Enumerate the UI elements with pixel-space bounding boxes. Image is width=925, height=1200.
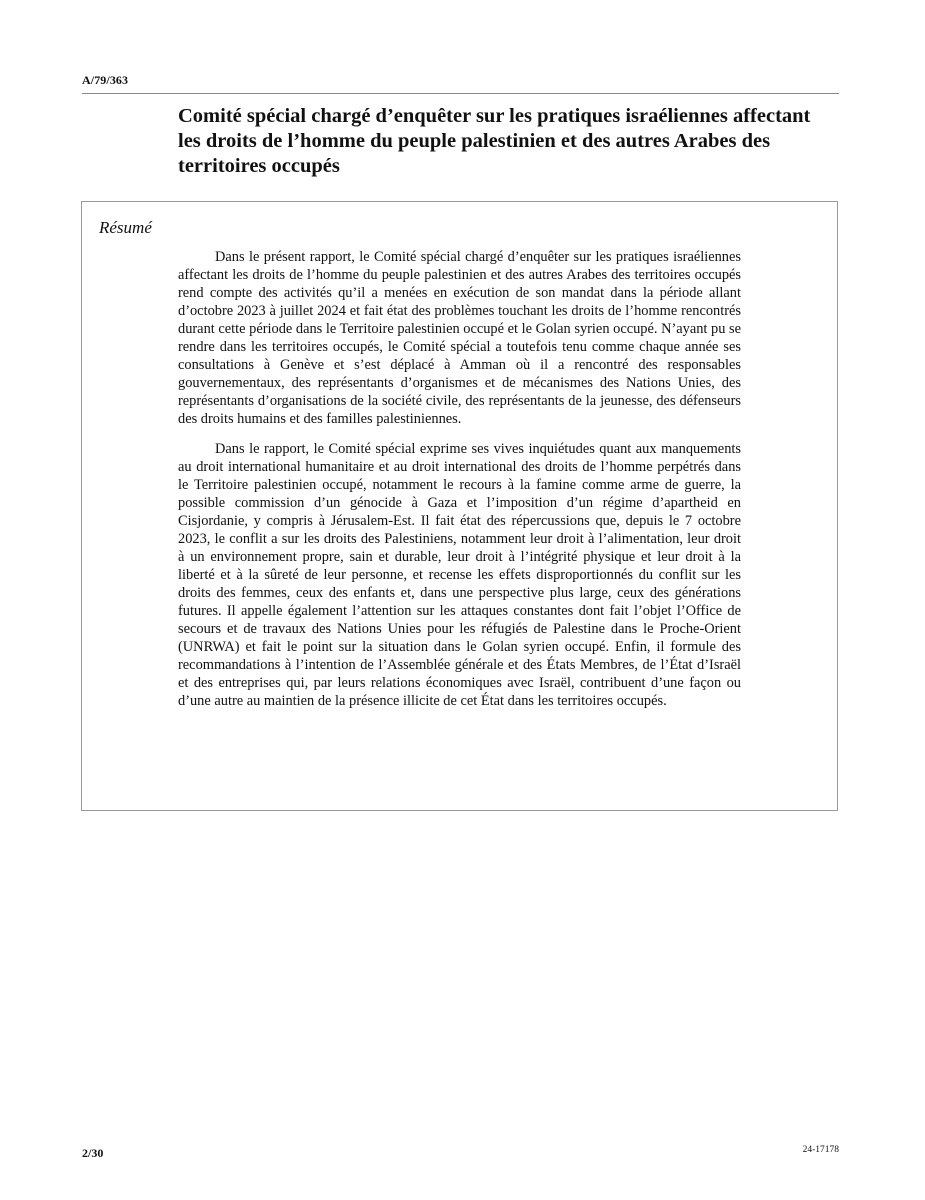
summary-paragraph-2: Dans le rapport, le Comité spécial exprime ses vives inquiétudes quant aux manquements au droit international humanitaire et au droit international des droits de l’homme perpétrés dans le Territoire palestinien occupé, notamment le recours à la famine comme arme de guerre, la possible commission d’un génocide à Gaza et l’imposition d’un régime d’apartheid en Cisjordanie, y compris à Jérusalem-Est. Il fait état des répercussions que, depuis le 7 octobre 2023, le conflit a sur les droits des Palestiniens, notamment leur droit à l’alimentation, leur droit à un environnement propre, sain et durable, leur droit à l’intégrité physique et leur droit à la liberté et à la sûreté de leur personne, et recense les effets disproportionnés du conflit sur les droits des femmes, ceux des enfants et, dans une perspective plus large, ceux des générations futures. Il appelle également l’attention sur les attaques constantes dont fait l’objet l’Office de secours et de travaux des Nations Unies pour les réfugiés de Palestine dans le Proche-Orient (UNRWA) et fait le point sur la situation dans le Golan syrien occupé. Enfin, il formule des recommandations à l’intention de l’Assemblée générale et des États Membres, de l’État d’Israël et des entreprises qui, par leurs relations économiques avec Israël, contribuent d’une façon ou d’une autre au maintien de la présence illicite de cet État dans les territoires occupés. [178,441,741,709]
job-number: 24-17178 [802,1145,839,1155]
document-title: Comité spécial chargé d’enquêter sur les pratiques israéliennes affectant les droits de l’homme du peuple palestinien et des autres Arabes des territoires occupés [178,105,811,177]
summary-paragraph-1: Dans le présent rapport, le Comité spécial chargé d’enquêter sur les pratiques israéliennes affectant les droits de l’homme du peuple palestinien et des autres Arabes des territoires occupés rend compte des activités qu’il a menées en exécution de son mandat dans la période allant d’octobre 2023 à juillet 2024 et fait état des problèmes touchant les droits de l’homme rencontrés durant cette période dans le Territoire palestinien occupé et le Golan syrien occupé. N’ayant pu se rendre dans les territoires occupés, le Comité spécial a toutefois tenu comme chaque année ses consultations à Genève et s’est déplacé à Amman où il a rencontré des responsables gouvernementaux, des représentants d’organismes et de mécanismes des Nations Unies, des représentants d’organisations de la société civile, des représentants de la jeunesse, des défenseurs des droits humains et des familles palestiniennes. [178,249,741,427]
summary-body [178,248,741,722]
header-divider [82,93,839,94]
document-symbol: A/79/363 [82,73,129,87]
summary-heading: Résumé [99,218,152,237]
summary-box [81,201,838,811]
page-number: 2/30 [82,1146,104,1160]
